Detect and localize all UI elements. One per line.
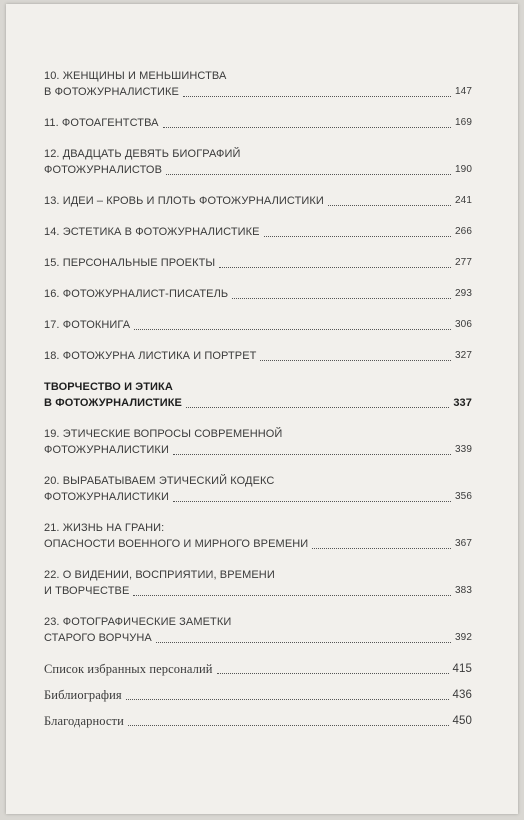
toc-entry-bibliography [44, 687, 472, 703]
toc-entry-title: В ФОТОЖУРНАЛИСТИКЕ [44, 86, 179, 98]
toc-page-number: 337 [453, 397, 472, 409]
toc-entry-title: Благодарности [44, 714, 124, 728]
toc-entry-11 [44, 115, 472, 131]
toc-page-number: 339 [455, 444, 472, 455]
toc-page-number: 392 [455, 632, 472, 643]
dot-leader [232, 298, 451, 299]
toc-entry-title: 11. ФОТОАГЕНТСТВА [44, 117, 159, 129]
toc-entry-18 [44, 348, 472, 364]
toc-entry-line: ТВОРЧЕСТВО И ЭТИКА [44, 381, 173, 393]
toc-page-number: 327 [455, 350, 472, 361]
toc-entry-title: В ФОТОЖУРНАЛИСТИКЕ [44, 397, 182, 409]
toc-section-heading [44, 379, 472, 411]
toc-entry-title: Библиография [44, 688, 122, 702]
toc-page-number: 169 [455, 117, 472, 128]
dot-leader [219, 267, 451, 268]
toc-entry-line: 20. ВЫРАБАТЫВАЕМ ЭТИЧЕСКИЙ КОДЕКС [44, 475, 275, 487]
dot-leader [183, 96, 451, 97]
dot-leader [163, 127, 451, 128]
dot-leader [186, 407, 449, 408]
toc-entry-title: Список избранных персоналий [44, 662, 213, 676]
toc-page-number: 241 [455, 195, 472, 206]
toc-entry-title: СТАРОГО ВОРЧУНА [44, 632, 152, 644]
toc-entry-19 [44, 426, 472, 458]
toc-entry-title: 18. ФОТОЖУРНА ЛИСТИКА И ПОРТРЕТ [44, 350, 257, 362]
toc-entry-title: ФОТОЖУРНАЛИСТИКИ [44, 444, 169, 456]
toc-page-number: 306 [455, 319, 472, 330]
toc-page-number: 436 [452, 689, 472, 701]
toc-page-number: 383 [455, 585, 472, 596]
dot-leader [260, 360, 451, 361]
dot-leader [156, 642, 451, 643]
dot-leader [126, 699, 449, 700]
dot-leader [173, 501, 451, 502]
toc-entry-21 [44, 520, 472, 552]
dot-leader [133, 595, 451, 596]
toc-entry-line: 23. ФОТОГРАФИЧЕСКИЕ ЗАМЕТКИ [44, 616, 232, 628]
toc-entry-16 [44, 286, 472, 302]
toc-page-number: 367 [455, 538, 472, 549]
toc-page-number: 293 [455, 288, 472, 299]
toc-entry-title: ФОТОЖУРНАЛИСТИКИ [44, 491, 169, 503]
toc-entry-line: 12. ДВАДЦАТЬ ДЕВЯТЬ БИОГРАФИЙ [44, 148, 241, 160]
toc-page-number: 415 [452, 663, 472, 675]
toc-entry-14 [44, 224, 472, 240]
toc-entry-13 [44, 193, 472, 209]
dot-leader [173, 454, 451, 455]
toc-entry-title: ОПАСНОСТИ ВОЕННОГО И МИРНОГО ВРЕМЕНИ [44, 538, 309, 550]
toc-entry-title: 13. ИДЕИ – КРОВЬ И ПЛОТЬ ФОТОЖУРНАЛИСТИКИ [44, 195, 324, 207]
dot-leader [328, 205, 451, 206]
dot-leader [128, 725, 449, 726]
toc-entry-23 [44, 614, 472, 646]
dot-leader [264, 236, 451, 237]
dot-leader [134, 329, 451, 330]
toc-entry-15 [44, 255, 472, 271]
dot-leader [312, 548, 451, 549]
toc-entry-20 [44, 473, 472, 505]
toc-entry-title: 15. ПЕРСОНАЛЬНЫЕ ПРОЕКТЫ [44, 257, 216, 269]
toc-page-number: 356 [455, 491, 472, 502]
toc-entry-17 [44, 317, 472, 333]
toc-entry-title: 16. ФОТОЖУРНАЛИСТ-ПИСАТЕЛЬ [44, 288, 229, 300]
toc-entry-title: И ТВОРЧЕСТВЕ [44, 585, 130, 597]
toc-entry-title: 14. ЭСТЕТИКА В ФОТОЖУРНАЛИСТИКЕ [44, 226, 260, 238]
toc-entry-acknowledgements [44, 713, 472, 729]
dot-leader [217, 673, 449, 674]
toc-entry-22 [44, 567, 472, 599]
book-page [6, 4, 518, 814]
toc-page-number: 266 [455, 226, 472, 237]
toc-page-number: 450 [452, 715, 472, 727]
toc-entry-personalities [44, 661, 472, 677]
toc-entry-10 [44, 68, 472, 100]
toc-entry-line: 10. ЖЕНЩИНЫ И МЕНЬШИНСТВА [44, 70, 227, 82]
toc-entry-title: ФОТОЖУРНАЛИСТОВ [44, 164, 163, 176]
toc-entry-line: 22. О ВИДЕНИИ, ВОСПРИЯТИИ, ВРЕМЕНИ [44, 569, 275, 581]
toc-page-number: 147 [455, 86, 472, 97]
toc-entry-line: 21. ЖИЗНЬ НА ГРАНИ: [44, 522, 165, 534]
toc-page-number: 190 [455, 164, 472, 175]
table-of-contents [44, 68, 472, 739]
toc-page-number: 277 [455, 257, 472, 268]
toc-entry-12 [44, 146, 472, 178]
dot-leader [166, 174, 451, 175]
toc-entry-title: 17. ФОТОКНИГА [44, 319, 131, 331]
toc-entry-line: 19. ЭТИЧЕСКИЕ ВОПРОСЫ СОВРЕМЕННОЙ [44, 428, 283, 440]
